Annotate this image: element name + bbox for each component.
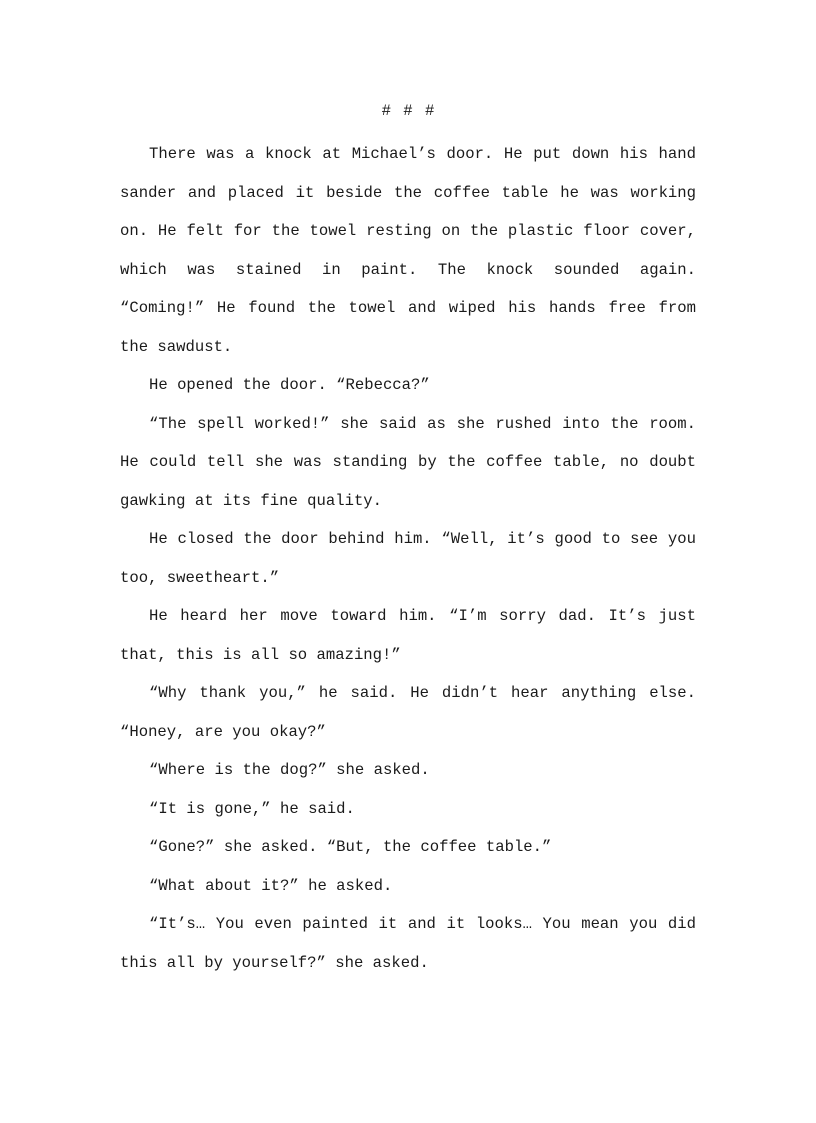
scene-break: # # # — [381, 102, 435, 120]
paragraph: “Gone?” she asked. “But, the coffee table.” — [149, 838, 552, 856]
paragraph: “Why thank you,” he said. He didn’t hear anything else. “Honey, are you okay?” — [120, 684, 696, 741]
paragraph: “The spell worked!” she said as she rushed into the room. He could tell she was standing by the coffee table, no doubt gawking at its fine quality. — [120, 414, 696, 510]
paragraph: There was a knock at Michael’s door. He put down his hand sander and placed it beside the coffee table he was working on. He felt for the towel resting on the plastic floor cover, which was stained in paint. The knock sounded again. “Coming!” He found the towel and wiped his hands free from the sawdust. — [120, 145, 696, 356]
paragraph: “It is gone,” he said. — [149, 799, 355, 818]
story-text — [120, 135, 696, 982]
paragraph: He heard her move toward him. “I’m sorry dad. It’s just that, this is all so amazing!” — [120, 607, 696, 664]
paragraph: “Where is the dog?” she asked. — [149, 761, 430, 779]
paragraph: “It’s… You even painted it and it looks… You mean you did this all by yourself?” she asked. — [120, 915, 696, 972]
paragraph: He closed the door behind him. “Well, it’s good to see you too, sweetheart.” — [120, 530, 696, 587]
paragraph: He opened the door. “Rebecca?” — [149, 376, 430, 394]
paragraph: “What about it?” he asked. — [149, 876, 393, 895]
